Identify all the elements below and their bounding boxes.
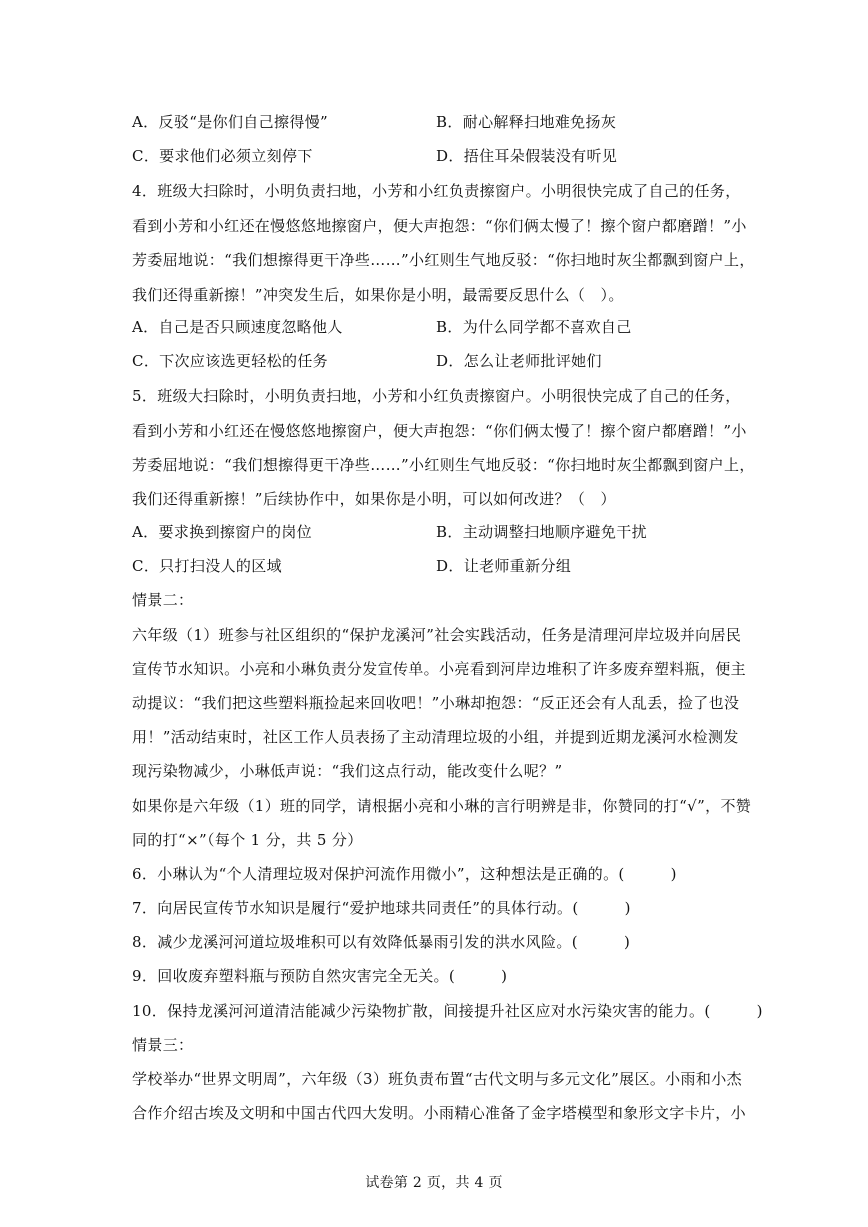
scene3-heading: 情景三： [132,1036,194,1054]
q5-option-b: B．主动调整扫地顺序避免干扰 [436,523,647,541]
q4-option-c: C．下次应该选更轻松的任务 [132,352,329,370]
q3-option-d: D．捂住耳朵假装没有听见 [436,147,618,165]
q4-option-a: A．自己是否只顾速度忽略他人 [132,318,343,336]
scene2-paragraph-line: 六年级（1）班参与社区组织的“保护龙溪河”社会实践活动，任务是清理河岸垃圾并向居民 [132,626,742,644]
scene2-paragraph-line: 动提议：“我们把这些塑料瓶捡起来回收吧！”小琳却抱怨：“反正还会有人乱丢，捡了也没 [132,694,740,712]
q3-option-a: A．反驳“是你们自己擦得慢” [132,113,329,131]
q5-stem-line: 我们还得重新擦！”后续协作中，如果你是小明，可以如何改进？（ ） [132,490,616,508]
q5-option-d: D．让老师重新分组 [436,557,572,575]
page-footer: 试卷第 2 页，共 4 页 [365,1175,503,1191]
scene3-paragraph-line: 学校举办“世界文明周”，六年级（3）班负责布置“古代文明与多元文化”展区。小雨和小杰 [132,1070,742,1088]
q4-option-b: B．为什么同学都不喜欢自己 [436,318,632,336]
judgment-item-7: 7．向居民宣传节水知识是履行“爱护地球共同责任”的具体行动。( ) [132,899,631,917]
q3-option-b: B．耐心解释扫地难免扬灰 [436,113,617,131]
q4-stem-line: 我们还得重新擦！”冲突发生后，如果你是小明，最需要反思什么（ ）。 [132,286,624,304]
judgment-item-10: 10．保持龙溪河河道清洁能减少污染物扩散，间接提升社区应对水污染灾害的能力。( ) [132,1002,763,1020]
q5-stem-line: 看到小芳和小红还在慢悠悠地擦窗户，便大声抱怨：“你们俩太慢了！擦个窗户都磨蹭！”小 [132,422,747,440]
scene2-paragraph-line: 现污染物减少，小琳低声说：“我们这点行动，能改变什么呢？” [132,762,563,780]
scene2-instruction-line: 同的打“×”（每个 1 分，共 5 分） [132,831,363,849]
scene2-instruction-line: 如果你是六年级（1）班的同学，请根据小亮和小琳的言行明辨是非，你赞同的打“√”，不赞 [132,797,752,815]
scene2-paragraph-line: 用！”活动结束时，社区工作人员表扬了主动清理垃圾的小组，并提到近期龙溪河水检测发 [132,728,739,746]
q4-stem-line: 看到小芳和小红还在慢悠悠地擦窗户，便大声抱怨：“你们俩太慢了！擦个窗户都磨蹭！”小 [132,217,747,235]
scene3-paragraph-line: 合作介绍古埃及文明和中国古代四大发明。小雨精心准备了金字塔模型和象形文字卡片，小 [132,1104,747,1122]
q5-option-c: C．只打扫没人的区域 [132,557,282,575]
judgment-item-6: 6．小琳认为“个人清理垃圾对保护河流作用微小”，这种想法是正确的。( ) [132,865,677,883]
judgment-item-8: 8．减少龙溪河河道垃圾堆积可以有效降低暴雨引发的洪水风险。( ) [132,933,631,951]
q4-stem-line: 4．班级大扫除时，小明负责扫地，小芳和小红负责擦窗户。小明很快完成了自己的任务， [132,182,741,200]
q5-stem-line: 5．班级大扫除时，小明负责扫地，小芳和小红负责擦窗户。小明很快完成了自己的任务， [132,387,741,405]
q5-option-a: A．要求换到擦窗户的岗位 [132,523,313,541]
q5-stem-line: 芳委屈地说：“我们想擦得更干净些……”小红则生气地反驳：“你扫地时灰尘都飘到窗户上， [132,456,755,474]
q4-stem-line: 芳委屈地说：“我们想擦得更干净些……”小红则生气地反驳：“你扫地时灰尘都飘到窗户上， [132,251,755,269]
q3-option-c: C．要求他们必须立刻停下 [132,147,313,165]
q4-option-d: D．怎么让老师批评她们 [436,352,602,370]
judgment-item-9: 9．回收废弃塑料瓶与预防自然灾害完全无关。( ) [132,967,508,985]
scene2-heading: 情景二： [132,591,194,609]
scene2-paragraph-line: 宣传节水知识。小亮和小琳负责分发宣传单。小亮看到河岸边堆积了许多废弃塑料瓶，便主 [132,660,747,678]
